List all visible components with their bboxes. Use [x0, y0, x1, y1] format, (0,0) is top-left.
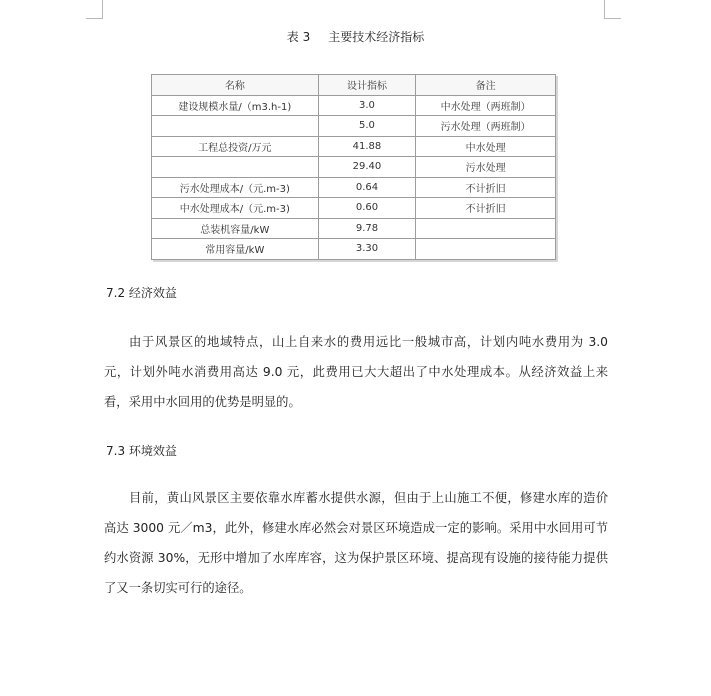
table-cell: 总装机容量/kW — [152, 218, 319, 239]
table-cell: 中水处理成本/（元.m-3) — [152, 198, 319, 219]
table-cell — [152, 157, 319, 178]
table-row — [152, 157, 556, 178]
table-cell: 污水处理 — [416, 157, 556, 178]
table-cell: 5.0 — [318, 116, 416, 137]
table-caption — [0, 28, 711, 45]
table-cell — [416, 218, 556, 239]
table-cell: 中水处理 — [416, 136, 556, 157]
table-cell: 3.30 — [318, 239, 416, 260]
table-cell: 0.60 — [318, 198, 416, 219]
table-row — [152, 95, 556, 116]
table-cell: 工程总投资/万元 — [152, 136, 319, 157]
table-caption-number: 表 3 — [286, 30, 311, 44]
table-row — [152, 198, 556, 219]
crop-mark-top-left — [86, 0, 103, 19]
table-cell: 中水处理（两班制） — [416, 95, 556, 116]
crop-mark-top-right — [604, 0, 621, 19]
table-cell: 9.78 — [318, 218, 416, 239]
table-cell: 41.88 — [318, 136, 416, 157]
table-row — [152, 218, 556, 239]
table-row — [152, 116, 556, 137]
table-cell: 3.0 — [318, 95, 416, 116]
table-cell: 常用容量/kW — [152, 239, 319, 260]
column-header-name: 名称 — [152, 75, 319, 96]
table-row — [152, 136, 556, 157]
table-header-row — [152, 75, 556, 96]
table-cell: 建设规模水量/（m3.h-1) — [152, 95, 319, 116]
table-cell: 0.64 — [318, 177, 416, 198]
table-cell: 29.40 — [318, 157, 416, 178]
section-heading-environmental-benefit: 7.3 环境效益 — [106, 444, 177, 458]
table-cell: 污水处理成本/（元.m-3) — [152, 177, 319, 198]
table-cell — [152, 116, 319, 137]
table-row — [152, 239, 556, 260]
table-cell: 污水处理（两班制） — [416, 116, 556, 137]
table-row — [152, 177, 556, 198]
economic-indicators-table — [151, 74, 556, 260]
table-cell — [416, 239, 556, 260]
section-heading-economic-benefit: 7.2 经济效益 — [106, 286, 177, 300]
column-header-remarks: 备注 — [416, 75, 556, 96]
table-cell: 不计折旧 — [416, 198, 556, 219]
table-caption-title: 主要技术经济指标 — [328, 30, 425, 44]
table-cell: 不计折旧 — [416, 177, 556, 198]
paragraph-environmental-benefit: 目前，黄山风景区主要依靠水库蓄水提供水源，但由于上山施工不便，修建水库的造价高达 3000 元／m3，此外，修建水库必然会对景区环境造成一定的影响。采用中水回用可节约水资源 30%，无形中增加了水库库容，这为保护景区环境、提高现有设施的接待能力提供了又一条切实可行的途径。 — [104, 491, 608, 595]
paragraph-economic-benefit: 由于风景区的地域特点，山上自来水的费用远比一般城市高，计划内吨水费用为 3.0 元，计划外吨水消费用高达 9.0 元，此费用已大大超出了中水处理成本。从经济效益上来看，采用中水回用的优势是明显的。 — [104, 335, 608, 409]
column-header-design-index: 设计指标 — [318, 75, 416, 96]
